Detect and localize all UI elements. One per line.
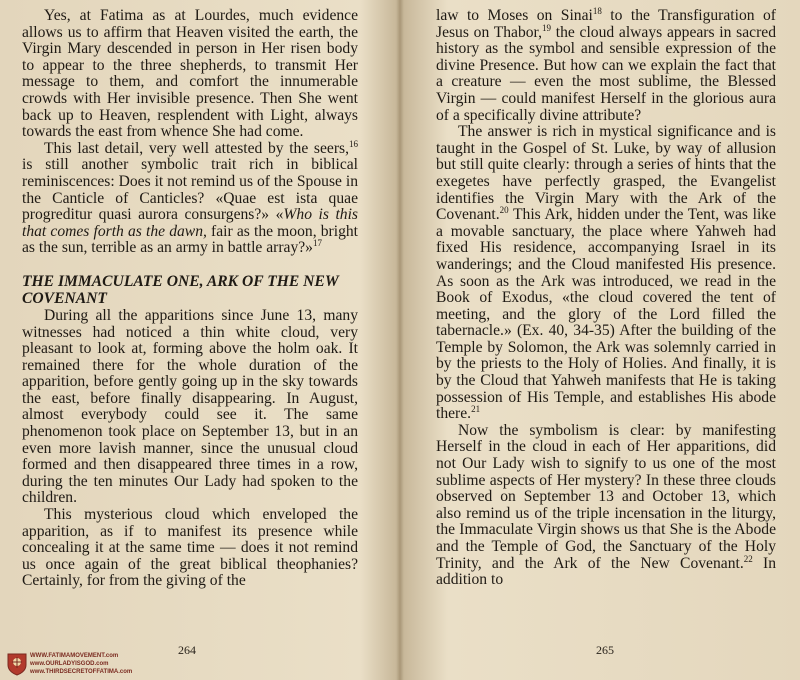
footnote-ref-21: 21 [471,404,481,415]
footnote-ref-19: 19 [542,22,552,33]
left-paragraph-3: During all the apparitions since June 13, many witnesses had noticed a thin white cloud, very pleasant to look at, forming above the holm oak. It remained there for the whole duration of the apparition, before gently going up in the sky towards the east, before finally disappearing. In August, almost everybody could see it. The same phenomenon took place on September 13, but in an even more lavish manner, since the unusual cloud formed and then disappeared three times in a row, during the ten minutes Our Lady had spoken to the children. [22,306,358,507]
footer-link-ourladyisgod[interactable]: www.OURLADYISGOD.com [30,661,109,667]
section-heading: THE IMMACULATE ONE, ARK OF THE NEW COVENANT [22,272,339,307]
right-page-text [436,5,776,589]
page-number-left: 264 [178,643,196,657]
fatima-logo-icon [6,652,28,676]
right-paragraph-3: Now the symbolism is clear: by manifesting Herself in the cloud in each of Her apparitions, did not Our Lady wish to signify to us one of the most sublime aspects of Her mystery? In these three clouds observed on September 13 and October 13, which also remind us of the triple incensation in the liturgy, the Immaculate Virgin shows us that She is the Abode and the Temple of God, the Sanctuary of the Holy Trinity, and the Ark of the New Covenant.$^{22}$ In addition to [436,421,776,589]
left-paragraph-1: Yes, at Fatima as at Lourdes, much evidence allows us to affirm that Heaven visited the earth, the Virgin Mary descended in person in Her risen body to appear to the three shepherds, to transmit Her message to them, and comfort the innumerable crowds with Her invisible presence. Then She went back up to Heaven, resplendent with Light, always towards the east from whence She had come. [22,7,358,141]
right-paragraph-1: law to Moses on Sinai$^{18}$ to the Transfiguration of Jesus on Thabor,$^{19}$ the cloud always appears in sacred history as the symbol and sensible expression of the divine Presence. But how can we explain the fact that a creature — even the most sublime, the Blessed Virgin — could manifest Herself in the glorious aura of a specifically divine attribute? [436,5,776,124]
footnote-ref-18: 18 [592,5,602,16]
footnote-ref-22: 22 [743,553,753,564]
footer-link-thirdsecret[interactable]: www.THIRDSECRETOFFATIMA.com [30,669,133,675]
footnote-ref-16: 16 [349,138,358,149]
footer-link-fatimamovement[interactable]: WWW.FATIMAMOVEMENT.com [30,653,119,659]
page-number-right: 265 [596,643,614,657]
left-paragraph-2: This last detail, very well attested by the seers,$^{16}$ is still another symbolic trait rich in biblical reminiscences: Does it not remind us of the Spouse in the Canticle of Canticles? «Quae est ista quae progreditur quasi aurora consurgens?» «Who is this that comes forth as the dawn, fair as the moon, bright as the sun, terrible as an army in battle array?»$^{17}$ [22,138,359,257]
left-page-text [22,8,358,590]
left-paragraph-4: This mysterious cloud which enveloped the apparition, as if to manifest its presence while concealing it at the same time — does it not remind us once again of the great biblical theophanies? Certainly, for from the giving of the [22,506,358,590]
footnote-ref-17: 17 [312,238,322,249]
right-paragraph-2: The answer is rich in mystical significance and is taught in the Gospel of St. Luke, by way of allusion but still quite clearly: through a series of hints that the exegetes have perfectly grasped, the Evangelist identifies the Virgin Mary with the Ark of the Covenant.$^{20}$ This Ark, hidden under the Tent, was like a movable sanctuary, the place where Yahweh had fixed His residence, accompanying Israel in its wanderings; and the Cloud manifested His presence. As soon as the Ark was introduced, we read in the Book of Exodus, «the cloud covered the tent of meeting, and the glory of the Lord filled the tabernacle.» (Ex. 40, 34-35) After the building of the Temple by Solomon, the Ark was solemnly carried in by the priests to the Holy of Holies. And finally, it is by the Cloud that Yahweh manifests that He is taking possession of His Temple, and establishes His abode there.$^{21}$ [436,123,776,423]
footnote-ref-20: 20 [499,204,509,215]
footer-links [30,652,132,676]
